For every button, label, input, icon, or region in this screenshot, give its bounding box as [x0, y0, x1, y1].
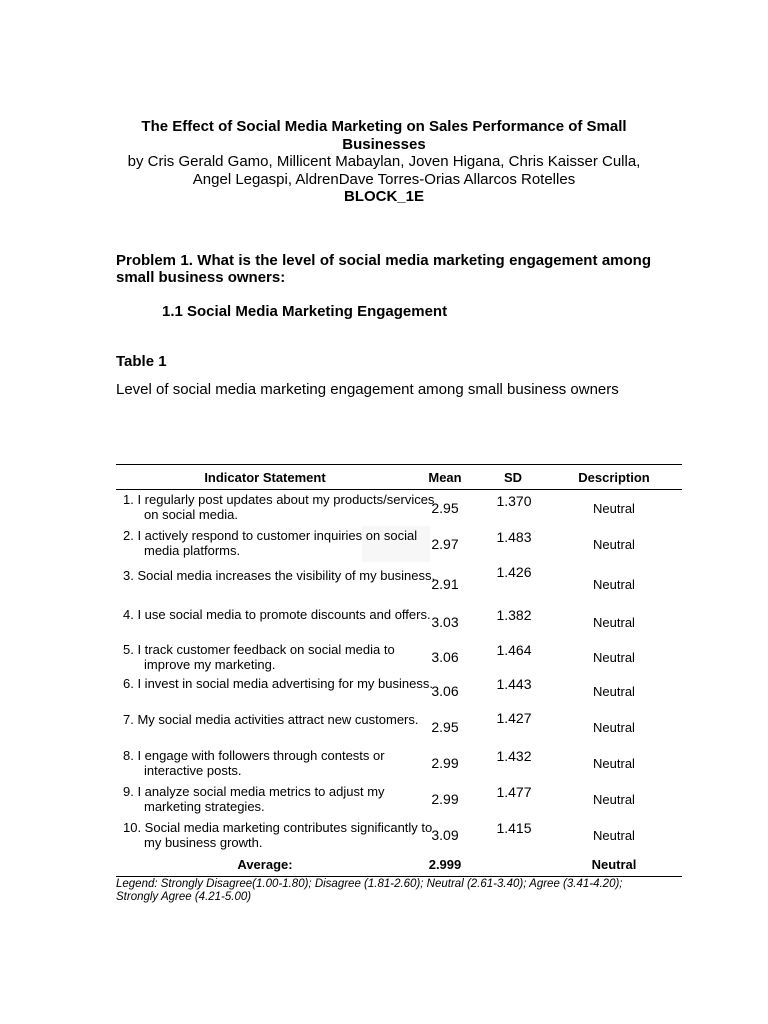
table-legend: Legend: Strongly Disagree(1.00-1.80); Disagree (1.81-2.60); Neutral (2.61-3.40); Agree (3.41-4.20); Strongly Agree (4.21-5.00) [116, 878, 623, 903]
block-label: BLOCK_1E [343, 188, 425, 205]
indicator-cell: 8. I engage with followers through contests or interactive posts. [123, 748, 385, 778]
table-top-rule [116, 464, 682, 465]
sd-cell: 1.415 [496, 820, 532, 836]
table-header-rule [116, 489, 682, 490]
sd-cell: 1.483 [496, 529, 532, 545]
description-cell: Neutral [593, 577, 635, 592]
mean-cell: 2.91 [431, 576, 459, 592]
description-cell: Neutral [593, 792, 635, 807]
mean-cell: 2.99 [431, 791, 459, 807]
description-cell: Neutral [593, 756, 635, 771]
description-cell: Neutral [593, 537, 635, 552]
indicator-cell: 2. I actively respond to customer inquiries on social media platforms. [123, 528, 418, 558]
problem-statement: Problem 1. What is the level of social media marketing engagement among small business owners: [116, 252, 651, 286]
indicator-cell: 1. I regularly post updates about my products/services on social media. [123, 492, 435, 522]
indicator-cell: 4. I use social media to promote discounts and offers. [123, 607, 431, 622]
indicator-cell: 3. Social media increases the visibility of my business. [123, 568, 436, 583]
average-description: Neutral [591, 857, 637, 872]
sd-cell: 1.464 [496, 642, 532, 658]
header-indicator: Indicator Statement [204, 470, 326, 485]
document-title: The Effect of Social Media Marketing on Sales Performance of Small Businesses [141, 118, 627, 153]
average-mean: 2.999 [428, 857, 462, 872]
description-cell: Neutral [593, 501, 635, 516]
description-cell: Neutral [593, 684, 635, 699]
table-bottom-rule [116, 876, 682, 877]
indicator-cell: 9. I analyze social media metrics to adjust my marketing strategies. [123, 784, 385, 814]
indicator-cell: 5. I track customer feedback on social media to improve my marketing. [123, 642, 395, 672]
description-cell: Neutral [593, 650, 635, 665]
header-mean: Mean [428, 470, 462, 485]
table-label: Table 1 [116, 353, 167, 370]
indicator-cell: 7. My social media activities attract new customers. [123, 712, 419, 727]
sd-cell: 1.477 [496, 784, 532, 800]
average-label: Average: [237, 857, 293, 872]
indicator-cell: 10. Social media marketing contributes significantly to my business growth. [123, 820, 433, 850]
description-cell: Neutral [593, 828, 635, 843]
mean-cell: 2.95 [431, 500, 459, 516]
sd-cell: 1.382 [496, 607, 532, 623]
mean-cell: 2.99 [431, 755, 459, 771]
authors-line-1: by Cris Gerald Gamo, Millicent Mabaylan, Joven Higana, Chris Kaisser Culla, [127, 153, 641, 170]
description-cell: Neutral [593, 615, 635, 630]
mean-cell: 3.03 [431, 614, 459, 630]
description-cell: Neutral [593, 720, 635, 735]
sd-cell: 1.432 [496, 748, 532, 764]
mean-cell: 3.06 [431, 683, 459, 699]
sd-cell: 1.370 [496, 493, 532, 509]
mean-cell: 2.95 [431, 719, 459, 735]
sd-cell: 1.443 [496, 676, 532, 692]
sd-cell: 1.426 [496, 564, 532, 580]
mean-cell: 3.09 [431, 827, 459, 843]
sd-cell: 1.427 [496, 710, 532, 726]
section-heading: 1.1 Social Media Marketing Engagement [162, 303, 448, 320]
header-sd: SD [503, 470, 523, 485]
mean-cell: 2.97 [431, 536, 459, 552]
title-block [100, 118, 668, 206]
header-description: Description [578, 470, 650, 485]
authors-line-2: Angel Legaspi, AldrenDave Torres-Orias Allarcos Rotelles [192, 170, 576, 188]
table-caption: Level of social media marketing engagement among small business owners [116, 381, 619, 398]
indicator-cell: 6. I invest in social media advertising for my business. [123, 676, 433, 691]
mean-cell: 3.06 [431, 649, 459, 665]
